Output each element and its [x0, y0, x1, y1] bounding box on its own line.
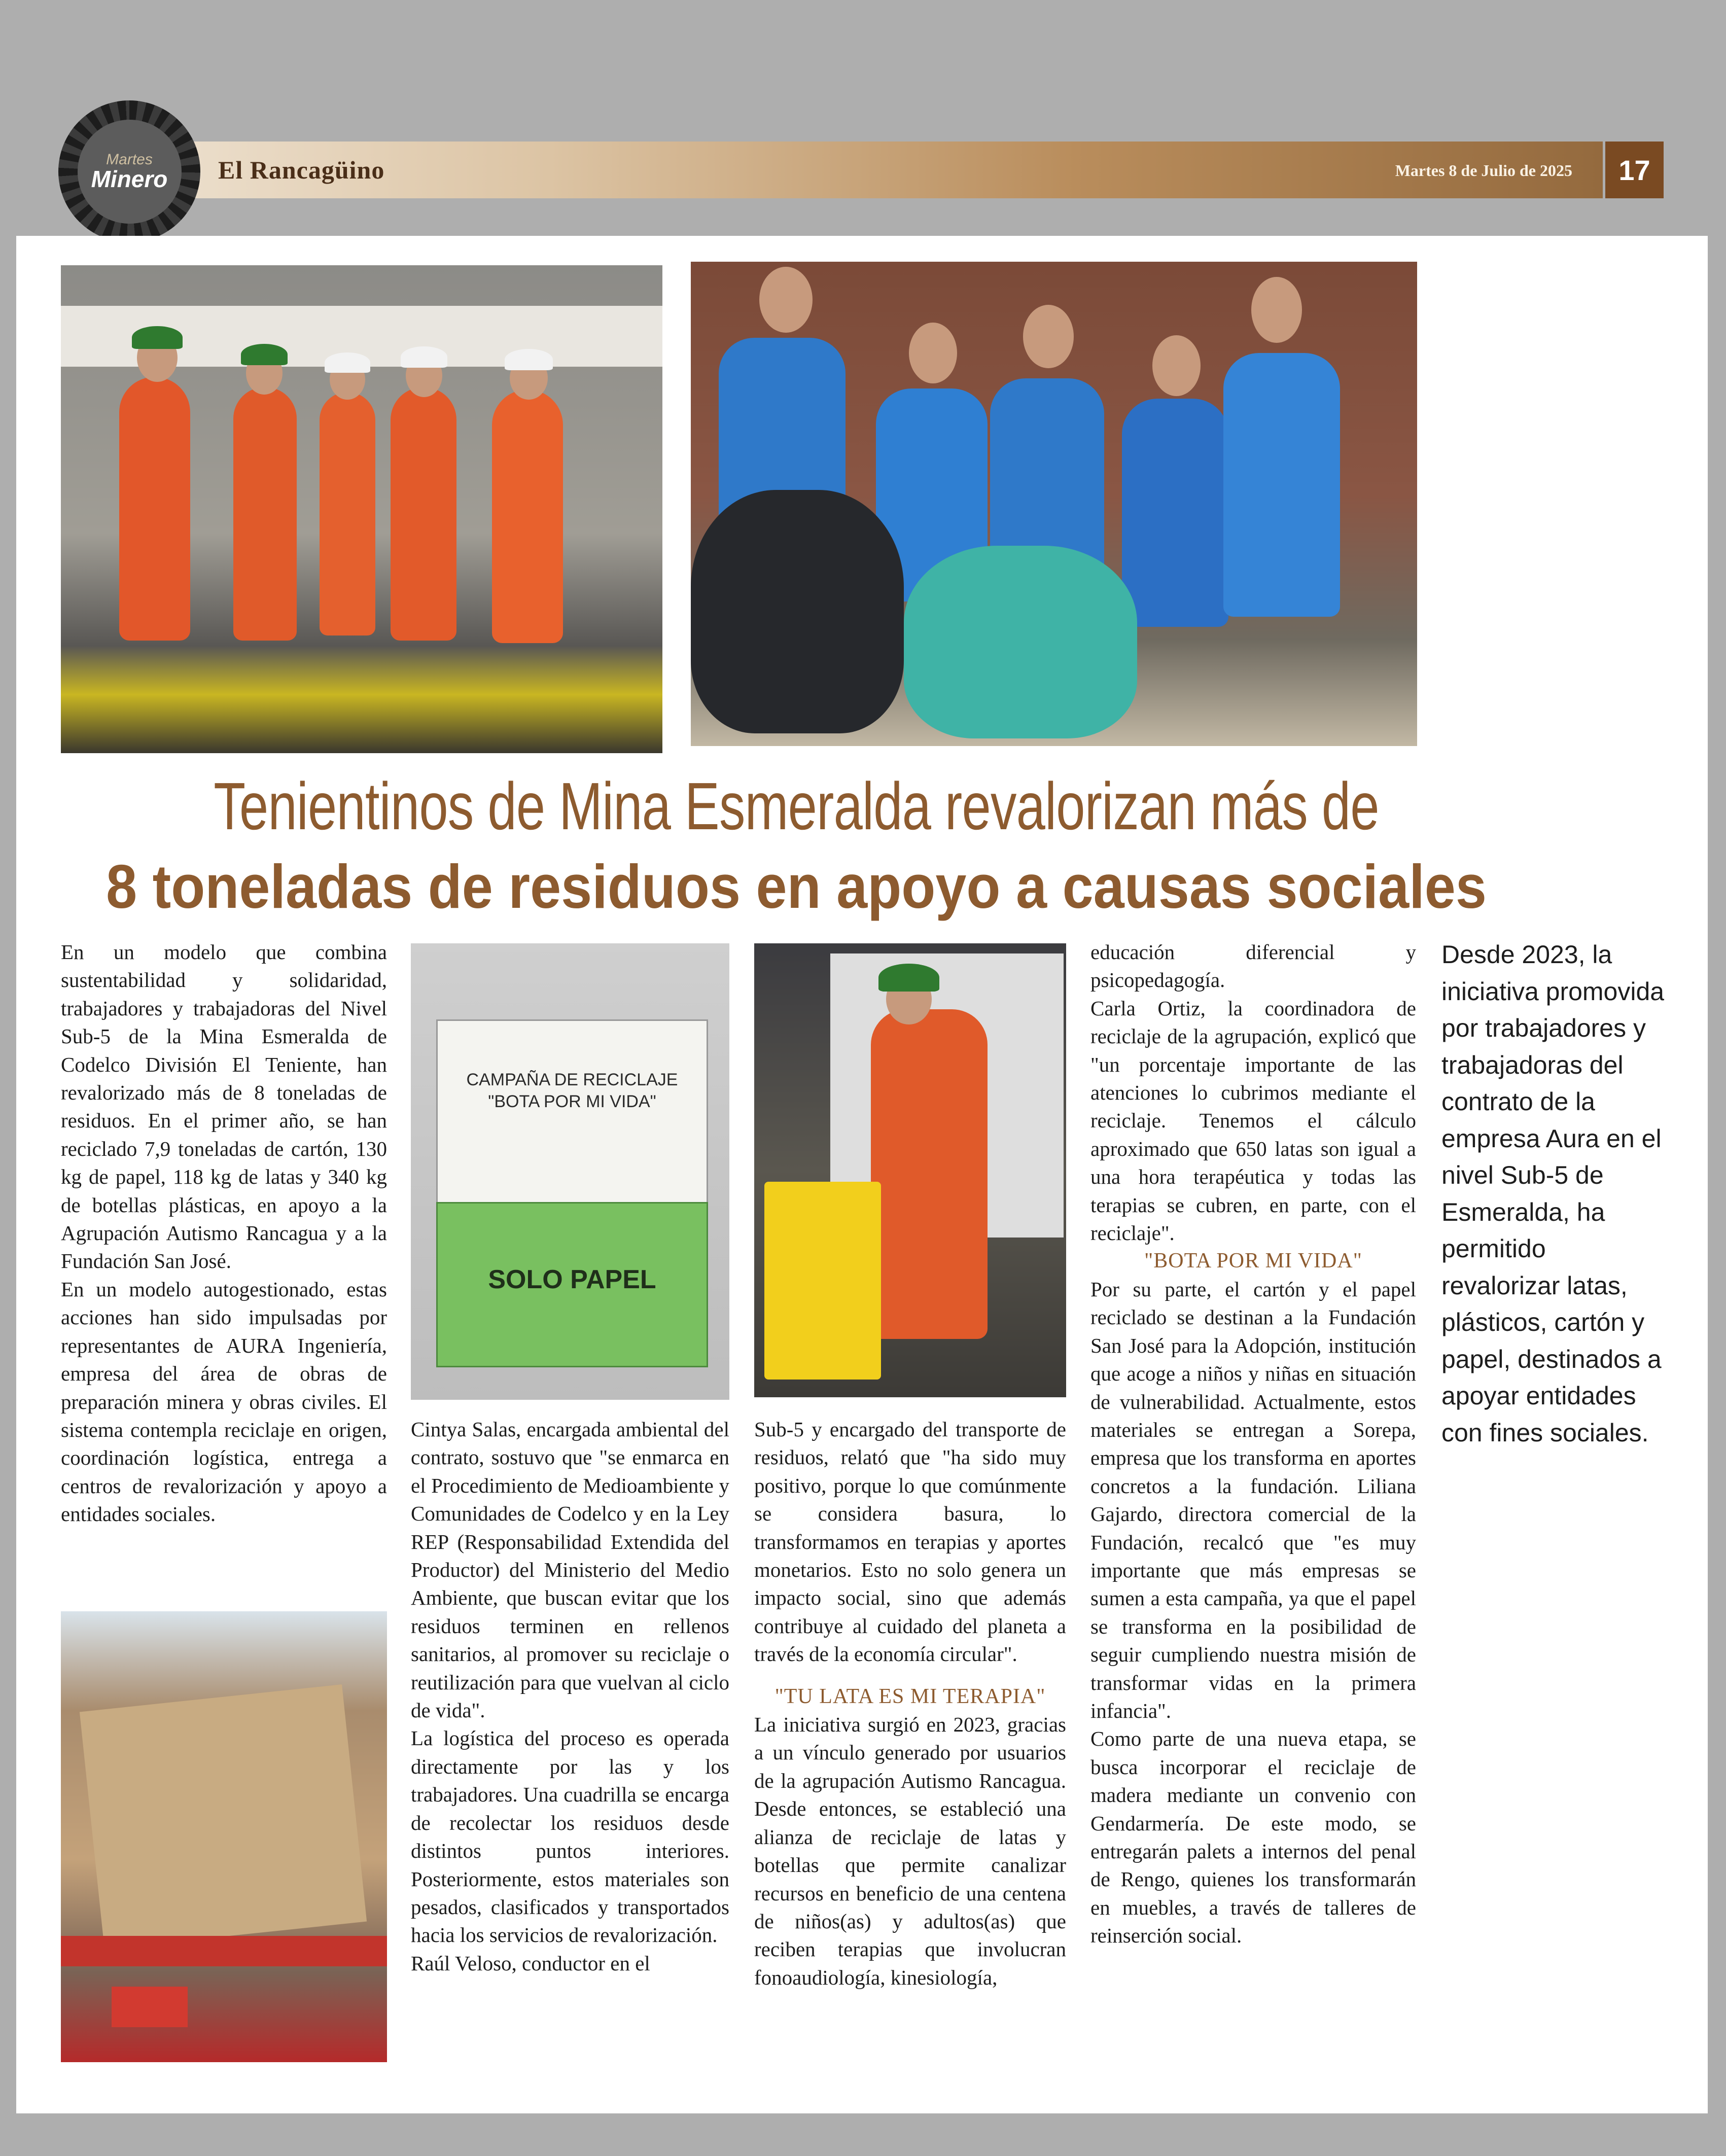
paragraph: Por su parte, el cartón y el papel reciclado se destinan a la Fundación San José para la Adopción, institución que acoge a niños y niñas en situación de vulnerabilidad. Actualmente, estos materiales se entregan a Sorepa, empresa que los transforma en aportes concretos a la fundación. Liliana Gajardo, directora comercial de la Fundación, recalcó que "es muy importante que más empresas se sumen a esta campaña, ya que el papel se transforma en la posibilidad de seguir cumpliendo nuestra misión de transformar vidas en la primera infancia".	[1090, 1277, 1416, 1722]
headline-line-2: 8 toneladas de residuos en apoyo a causas sociales	[106, 852, 1487, 921]
article-column-1	[61, 938, 387, 1529]
campaign-poster	[436, 1019, 708, 1205]
volunteer-figure	[1122, 399, 1228, 627]
volunteers-photo	[691, 262, 1417, 746]
cardboard-pile	[80, 1684, 367, 1949]
paragraph: En un modelo que combina sustentabilidad y solidaridad, trabajadores y trabajadoras del Nivel Sub-5 de la Mina Esmeralda de Codelco División El Teniente, han revalorizado más de 8 toneladas de residuos. En el primer año, se han reciclado 7,9 toneladas de cartón, 130 kg de papel, 118 kg de latas y 340 kg de botellas plásticas, en apoyo a la Agrupación Autismo Rancagua y a la Fundación San José.	[61, 940, 387, 1273]
paragraph: Cintya Salas, encargada ambiental del contrato, sostuvo que "se enmarca en el Procedimiento de Medioambiente y Comunidades de Codelco y en la Ley REP (Responsabilidad Extendida del Productor) del Ministerio del Medio Ambiente, que buscan evitar que los residuos terminen en rellenos sanitarios, al promover su reciclaje o reutilización para que vuelvan al ciclo de vida".	[411, 1418, 729, 1722]
truck-tail-light	[112, 1987, 188, 2027]
worker-figure	[871, 1009, 988, 1339]
volunteer-figure	[1223, 353, 1340, 617]
martes-minero-logo	[58, 100, 200, 242]
logo-bottom-text: Minero	[91, 166, 168, 192]
miner-figure	[119, 377, 190, 641]
miner-helmet	[132, 326, 183, 349]
volunteer-head	[759, 267, 813, 333]
volunteer-head	[1251, 277, 1302, 343]
volunteer-head	[1152, 335, 1201, 396]
article-column-4	[1090, 938, 1416, 1950]
article-column-2	[411, 1416, 729, 1977]
worker-bin-photo	[754, 943, 1066, 1397]
recycling-sign-photo	[411, 943, 729, 1400]
headline-line-1: Tenientinos de Mina Esmeralda revalorizan más de	[214, 769, 1379, 843]
sidebar-callout: Desde 2023, la iniciativa promovida por trabajadores y trabajadoras del contrato de la empresa Aura en el nivel Sub-5 de Esmeralda, ha permitido revalorizar latas, plásticos, cartón y papel, destinados a apoyar entidades con fines sociales.	[1441, 940, 1665, 1447]
yellow-recycling-bin	[764, 1182, 881, 1380]
paragraph: Como parte de una nueva etapa, se busca incorporar el reciclaje de madera mediante un convenio con Gendarmería. De este modo, se entregarán palets a internos del penal de Rengo, quienes los transformarán en muebles, a través de talleres de reinserción social.	[1090, 1727, 1416, 1948]
paragraph: La iniciativa surgió en 2023, gracias a un vínculo generado por usuarios de la agrupación Autismo Rancagua. Desde entonces, se estableció una alianza de reciclaje de latas y botellas que permite canalizar recursos en beneficio de una centena de niños(as) y adultos(as) que reciben terapias que involucran fonoaudiología, kinesiología,	[754, 1713, 1066, 1989]
paragraph: Raúl Veloso, conductor en el	[411, 1951, 650, 1975]
miner-helmet	[241, 344, 288, 365]
subheading: "BOTA POR MI VIDA"	[1144, 1249, 1362, 1273]
logo-center	[78, 120, 182, 224]
miner-figure	[320, 392, 375, 635]
article-column-3	[754, 1416, 1066, 1992]
miner-figure	[391, 387, 456, 641]
paragraph: educación diferencial y psicopedagogía.	[1090, 940, 1416, 992]
cardboard-truck-photo	[61, 1611, 387, 2062]
miner-figure	[233, 387, 297, 641]
worker-helmet	[878, 964, 939, 992]
paragraph: Sub-5 y encargado del transporte de residuos, relató que "ha sido muy positivo, porque lo que comúnmente se considera basura, lo transformamos en terapias y aportes monetarios. Esto no solo genera un impacto social, sino que además contribuye al cuidado del planeta a través de la economía circular".	[754, 1418, 1066, 1666]
miner-helmet	[325, 352, 370, 373]
miner-figure	[492, 390, 563, 643]
subheading: "TU LATA ES MI TERAPIA"	[774, 1684, 1046, 1708]
miners-photo	[61, 265, 662, 753]
green-trash-bags	[904, 546, 1137, 738]
miner-helmet	[401, 346, 447, 368]
issue-date: Martes 8 de Julio de 2025	[1395, 161, 1572, 180]
newspaper-name: El Rancagüino	[218, 156, 385, 184]
paper-bin-label	[436, 1202, 708, 1367]
volunteer-head	[909, 323, 957, 383]
miner-helmet	[505, 349, 553, 370]
paragraph: En un modelo autogestionado, estas acciones han sido impulsadas por representantes de AURA Ingeniería, empresa del área de obras de preparación minera y obras civiles. El sistema contempla reciclaje en origen, coordinación logística, entrega a centros de revalorización y apoyo a entidades sociales.	[61, 1277, 387, 1526]
campaign-title: CAMPAÑA DE RECICLAJE "BOTA POR MI VIDA"	[466, 1070, 678, 1111]
paragraph: Carla Ortiz, la coordinadora de reciclaje de la agrupación, explicó que "un porcentaje importante de las atenciones lo cubrimos mediante el reciclaje. Tenemos el cálculo aproximado que 650 latas son igual a una hora terapéutica y todas las terapias se cubren, en parte, con el reciclaje".	[1090, 996, 1416, 1245]
truck-red-rail	[61, 1936, 387, 1966]
page-number: 17	[1605, 142, 1664, 198]
black-trash-bag	[691, 490, 904, 733]
logo-top-text: Martes	[106, 151, 153, 168]
solo-papel-text: SOLO PAPEL	[488, 1265, 656, 1294]
volunteer-head	[1023, 305, 1074, 368]
paragraph: La logística del proceso es operada directamente por las y los trabajadores. Una cuadrilla se encarga de recolectar los residuos desde distintos puntos interiores. Posteriormente, estos materiales son pesados, clasificados y transportados hacia los servicios de revalorización.	[411, 1726, 729, 1947]
